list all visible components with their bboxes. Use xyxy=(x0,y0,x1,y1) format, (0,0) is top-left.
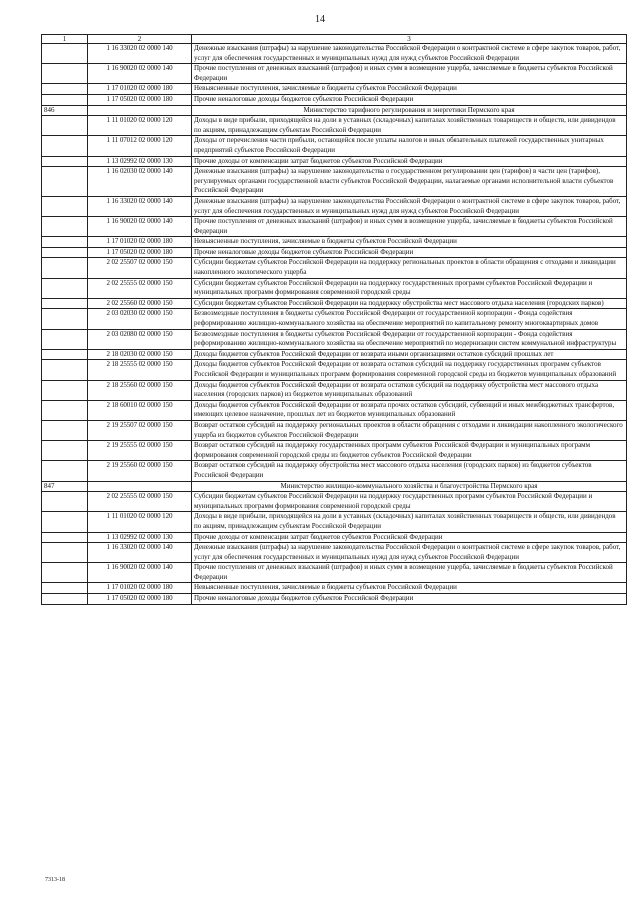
income-description: Прочие доходы от компенсации затрат бюджетов субъектов Российской Федерации xyxy=(192,532,627,543)
budget-code: 1 16 33020 02 0000 140 xyxy=(88,196,192,216)
empty-cell xyxy=(42,237,88,248)
empty-cell xyxy=(42,492,88,512)
income-description: Прочие неналоговые доходы бюджетов субъектов Российской Федерации xyxy=(192,94,627,105)
budget-code: 1 17 01020 02 0000 180 xyxy=(88,583,192,594)
income-description: Доходы бюджетов субъектов Российской Федерации от возврата остатков субсидий на поддержку обустройства мест массового отдыха населения (городских парков) из бюджетов муниципальных образований xyxy=(192,380,627,400)
table-row xyxy=(42,512,627,532)
table-row xyxy=(42,329,627,349)
income-description: Прочие неналоговые доходы бюджетов субъектов Российской Федерации xyxy=(192,247,627,258)
table-row xyxy=(42,532,627,543)
table-row xyxy=(42,116,627,136)
budget-code: 1 16 90020 02 0000 140 xyxy=(88,563,192,583)
budget-code: 2 02 25555 02 0000 150 xyxy=(88,278,192,298)
table-row xyxy=(42,64,627,84)
empty-cell xyxy=(42,563,88,583)
budget-code: 2 18 25555 02 0000 150 xyxy=(88,360,192,380)
budget-code: 1 16 33020 02 0000 140 xyxy=(88,44,192,64)
empty-cell xyxy=(42,44,88,64)
table-header-row xyxy=(42,35,627,44)
table-row xyxy=(42,563,627,583)
budget-code: 2 03 02030 02 0000 150 xyxy=(88,309,192,329)
table-row xyxy=(42,84,627,95)
budget-code: 1 17 01020 02 0000 180 xyxy=(88,237,192,248)
empty-cell xyxy=(42,64,88,84)
budget-code: 1 16 90020 02 0000 140 xyxy=(88,217,192,237)
income-description: Возврат остатков субсидий на поддержку обустройства мест массового отдыха населения (городских парков) из бюджетов субъектов Российской Федерации xyxy=(192,461,627,481)
empty-cell xyxy=(88,105,192,116)
table-row xyxy=(42,441,627,461)
income-description: Доходы в виде прибыли, приходящейся на доли в уставных (складочных) капиталах хозяйственных товариществ и обществ, или дивидендов по акциям, принадлежащим субъектам Российской Федерации xyxy=(192,116,627,136)
income-description: Денежные взыскания (штрафы) за нарушение законодательства о государственном регулировании цен (тарифов) в части цен (тарифов), регулируемых органами государственной власти субъектов Российской Федерации, налагаемые органами исполнительной власти субъектов Российской Федерации xyxy=(192,167,627,197)
table-row xyxy=(42,594,627,605)
organization-code: 847 xyxy=(42,481,88,492)
table-body xyxy=(42,44,627,605)
budget-codes-table xyxy=(41,34,627,605)
empty-cell xyxy=(42,136,88,156)
budget-code: 1 17 01020 02 0000 180 xyxy=(88,84,192,95)
table-row xyxy=(42,360,627,380)
empty-cell xyxy=(42,94,88,105)
table-row xyxy=(42,309,627,329)
empty-cell xyxy=(42,594,88,605)
empty-cell xyxy=(42,298,88,309)
empty-cell xyxy=(42,400,88,420)
income-description: Доходы бюджетов субъектов Российской Федерации от возврата прочих остатков субсидий, субвенций и иных межбюджетных трансфертов, имеющих целевое назначение, прошлых лет из бюджетов муниципальных образований xyxy=(192,400,627,420)
table-row xyxy=(42,380,627,400)
income-description: Доходы в виде прибыли, приходящейся на доли в уставных (складочных) капиталах хозяйственных товариществ и обществ, или дивидендов по акциям, принадлежащим субъектам Российской Федерации xyxy=(192,512,627,532)
empty-cell xyxy=(42,84,88,95)
budget-code: 2 18 60010 02 0000 150 xyxy=(88,400,192,420)
budget-code: 2 19 25507 02 0000 150 xyxy=(88,420,192,440)
budget-code: 2 18 02030 02 0000 150 xyxy=(88,349,192,360)
income-description: Субсидии бюджетам субъектов Российской Федерации на поддержку обустройства мест массового отдыха населения (городских парков) xyxy=(192,298,627,309)
empty-cell xyxy=(42,360,88,380)
table-row xyxy=(42,298,627,309)
table-row xyxy=(42,349,627,360)
income-description: Прочие поступления от денежных взысканий (штрафов) и иных сумм в возмещение ущерба, зачисляемые в бюджеты субъектов Российской Федерации xyxy=(192,217,627,237)
empty-cell xyxy=(42,349,88,360)
empty-cell xyxy=(42,278,88,298)
income-description: Возврат остатков субсидий на поддержку государственных программ субъектов Российской Федерации и муниципальных программ формирования современной городской среды из бюджетов субъектов Российской Федерации xyxy=(192,441,627,461)
budget-code: 1 17 05020 02 0000 180 xyxy=(88,94,192,105)
table-row xyxy=(42,237,627,248)
income-description: Возврат остатков субсидий на поддержку региональных проектов в области обращения с отходами и ликвидации накопленного экологического ущерба из бюджетов субъектов Российской Федерации xyxy=(192,420,627,440)
table-row xyxy=(42,492,627,512)
table-row xyxy=(42,196,627,216)
page-number: 14 xyxy=(315,14,325,25)
income-description: Денежные взыскания (штрафы) за нарушение законодательства Российской Федерации о контрактной системе в сфере закупок товаров, работ, услуг для обеспечения государственных и муниципальных нужд для нужд субъектов Российской Федерации xyxy=(192,543,627,563)
budget-code: 1 13 02992 02 0000 130 xyxy=(88,532,192,543)
income-description: Прочие поступления от денежных взысканий (штрафов) и иных сумм в возмещение ущерба, зачисляемые в бюджеты субъектов Российской Федерации xyxy=(192,563,627,583)
table-row xyxy=(42,167,627,197)
income-description: Прочие неналоговые доходы бюджетов субъектов Российской Федерации xyxy=(192,594,627,605)
header-col-3: 3 xyxy=(192,35,627,44)
empty-cell xyxy=(42,583,88,594)
income-description: Доходы бюджетов субъектов Российской Федерации от возврата остатков субсидий на поддержку государственных программ субъектов Российской Федерации и муниципальных программ формирования современной городской среды из бюджетов муниципальных образований xyxy=(192,360,627,380)
empty-cell xyxy=(42,441,88,461)
organization-name: Министерство жилищно-коммунального хозяйства и благоустройства Пермского края xyxy=(192,481,627,492)
income-description: Невыясненные поступления, зачисляемые в бюджеты субъектов Российской Федерации xyxy=(192,84,627,95)
organization-code: 846 xyxy=(42,105,88,116)
budget-code: 1 17 05020 02 0000 180 xyxy=(88,247,192,258)
empty-cell xyxy=(42,532,88,543)
table-row xyxy=(42,258,627,278)
income-description: Безвозмездные поступления в бюджеты субъектов Российской Федерации от государственной корпорации - Фонда содействия реформированию жилищно-коммунального хозяйства на обеспечение мероприятий по капитальному ремонту многоквартирных домов xyxy=(192,309,627,329)
budget-code: 2 02 25507 02 0000 150 xyxy=(88,258,192,278)
budget-code: 2 19 25560 02 0000 150 xyxy=(88,461,192,481)
table-row xyxy=(42,278,627,298)
income-description: Субсидии бюджетам субъектов Российской Федерации на поддержку государственных программ субъектов Российской Федерации и муниципальных программ формирования современной городской среды xyxy=(192,278,627,298)
budget-code: 2 03 02080 02 0000 150 xyxy=(88,329,192,349)
empty-cell xyxy=(42,543,88,563)
header-col-1: 1 xyxy=(42,35,88,44)
table-row xyxy=(42,217,627,237)
income-description: Прочие поступления от денежных взысканий (штрафов) и иных сумм в возмещение ущерба, зачисляемые в бюджеты субъектов Российской Федерации xyxy=(192,64,627,84)
empty-cell xyxy=(88,481,192,492)
table-row xyxy=(42,156,627,167)
empty-cell xyxy=(42,309,88,329)
empty-cell xyxy=(42,258,88,278)
budget-code: 1 16 02030 02 0000 140 xyxy=(88,167,192,197)
empty-cell xyxy=(42,512,88,532)
income-description: Денежные взыскания (штрафы) за нарушение законодательства Российской Федерации о контрактной системе в сфере закупок товаров, работ, услуг для обеспечения государственных и муниципальных нужд для нужд субъектов Российской Федерации xyxy=(192,196,627,216)
budget-code: 1 16 90020 02 0000 140 xyxy=(88,64,192,84)
budget-code: 2 19 25555 02 0000 150 xyxy=(88,441,192,461)
organization-row xyxy=(42,481,627,492)
income-description: Прочие доходы от компенсации затрат бюджетов субъектов Российской Федерации xyxy=(192,156,627,167)
table-row xyxy=(42,247,627,258)
table-row xyxy=(42,461,627,481)
organization-name: Министерство тарифного регулирования и энергетики Пермского края xyxy=(192,105,627,116)
table-row xyxy=(42,44,627,64)
income-description: Доходы от перечисления части прибыли, остающейся после уплаты налогов и иных обязательных платежей государственных унитарных предприятий субъектов Российской Федерации xyxy=(192,136,627,156)
empty-cell xyxy=(42,420,88,440)
empty-cell xyxy=(42,217,88,237)
table-row xyxy=(42,420,627,440)
footer-code: 7313-18 xyxy=(45,877,65,883)
income-description: Безвозмездные поступления в бюджеты субъектов Российской Федерации от государственной корпорации - Фонда содействия реформированию жилищно-коммунального хозяйства на обеспечение мероприятий по модернизации систем коммунальной инфраструктуры xyxy=(192,329,627,349)
income-description: Субсидии бюджетам субъектов Российской Федерации на поддержку государственных программ субъектов Российской Федерации и муниципальных программ формирования современной городской среды xyxy=(192,492,627,512)
budget-code: 2 02 25555 02 0000 150 xyxy=(88,492,192,512)
budget-code: 1 17 05020 02 0000 180 xyxy=(88,594,192,605)
income-description: Денежные взыскания (штрафы) за нарушение законодательства Российской Федерации о контрактной системе в сфере закупок товаров, работ, услуг для обеспечения государственных и муниципальных нужд для нужд субъектов Российской Федерации xyxy=(192,44,627,64)
table-row xyxy=(42,543,627,563)
budget-code: 1 13 02992 02 0000 130 xyxy=(88,156,192,167)
income-description: Субсидии бюджетам субъектов Российской Федерации на поддержку региональных проектов в области обращения с отходами и ликвидации накопленного экологического ущерба xyxy=(192,258,627,278)
budget-code: 2 18 25560 02 0000 150 xyxy=(88,380,192,400)
income-description: Доходы бюджетов субъектов Российской Федерации от возврата иными организациями остатков субсидий прошлых лет xyxy=(192,349,627,360)
empty-cell xyxy=(42,116,88,136)
empty-cell xyxy=(42,156,88,167)
budget-code: 1 11 01020 02 0000 120 xyxy=(88,116,192,136)
budget-code: 1 16 33020 02 0000 140 xyxy=(88,543,192,563)
budget-code: 1 11 01020 02 0000 120 xyxy=(88,512,192,532)
table-row xyxy=(42,136,627,156)
income-description: Невыясненные поступления, зачисляемые в бюджеты субъектов Российской Федерации xyxy=(192,237,627,248)
empty-cell xyxy=(42,196,88,216)
organization-row xyxy=(42,105,627,116)
empty-cell xyxy=(42,167,88,197)
table-row xyxy=(42,583,627,594)
empty-cell xyxy=(42,461,88,481)
header-col-2: 2 xyxy=(88,35,192,44)
income-description: Невыясненные поступления, зачисляемые в бюджеты субъектов Российской Федерации xyxy=(192,583,627,594)
empty-cell xyxy=(42,380,88,400)
empty-cell xyxy=(42,247,88,258)
table-row xyxy=(42,400,627,420)
budget-code: 1 11 07012 02 0000 120 xyxy=(88,136,192,156)
budget-code: 2 02 25560 02 0000 150 xyxy=(88,298,192,309)
empty-cell xyxy=(42,329,88,349)
table-row xyxy=(42,94,627,105)
